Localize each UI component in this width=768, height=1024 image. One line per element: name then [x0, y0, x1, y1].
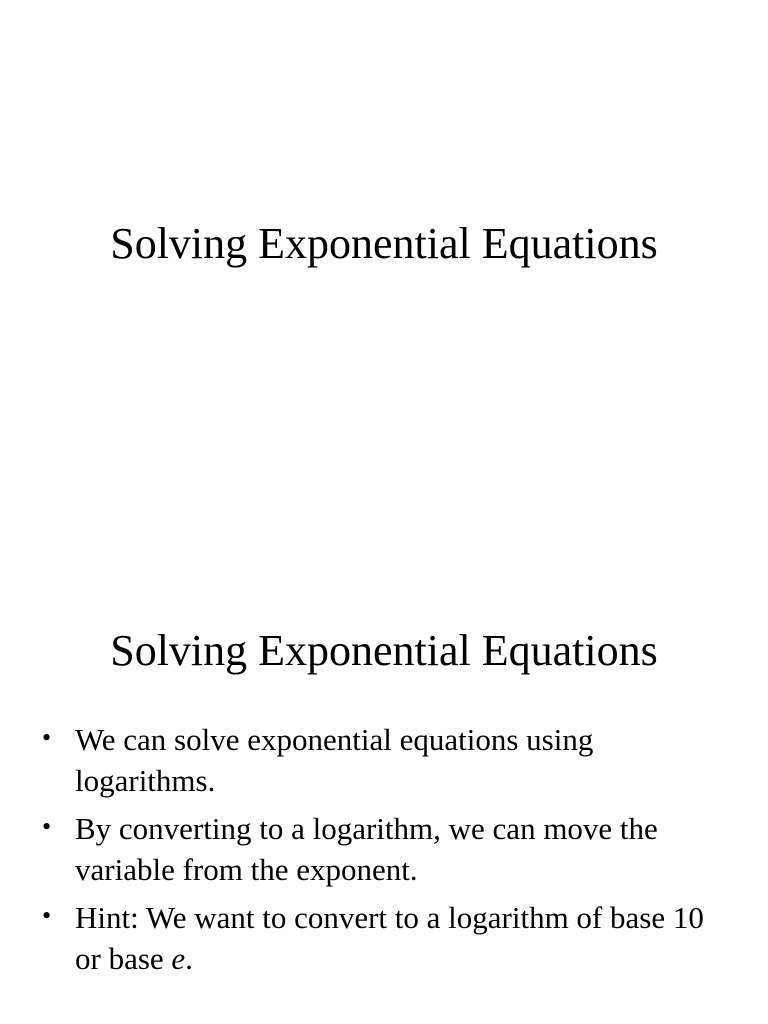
bullet-text: We can solve exponential equations using logarithms. [75, 722, 594, 798]
bullet-text: Hint: We want to convert to a logarithm of base 10 or base [75, 900, 704, 976]
slide-heading: Solving Exponential Equations [110, 626, 658, 675]
bullet-item [40, 719, 730, 801]
bullet-item [40, 897, 730, 979]
bullet-text: By converting to a logarithm, we can move the variable from the exponent. [75, 811, 658, 887]
bullet-list [40, 719, 730, 986]
bullet-item [40, 808, 730, 890]
content-slide [0, 512, 768, 1024]
bullet-emphasis: e [171, 941, 186, 976]
bullet-icon: • [42, 812, 52, 841]
bullet-suffix: . [185, 941, 193, 976]
bullet-icon: • [42, 723, 52, 752]
slide-title: Solving Exponential Equations [110, 219, 658, 268]
bullet-icon: • [42, 901, 52, 930]
